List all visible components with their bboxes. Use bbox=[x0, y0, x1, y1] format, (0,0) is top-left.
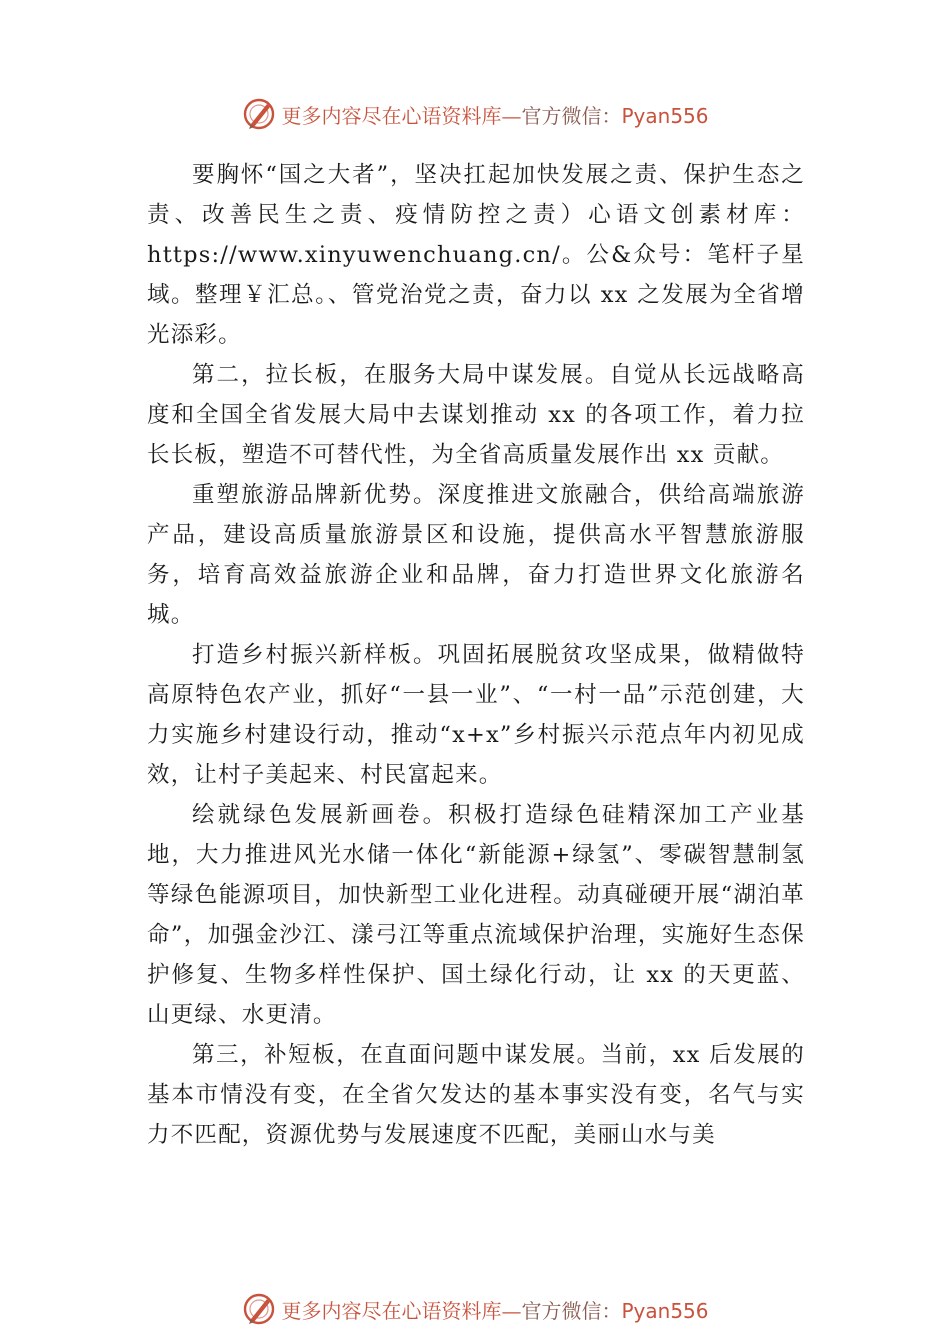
header-banner bbox=[0, 94, 950, 134]
pen-circle-logo-icon bbox=[241, 96, 277, 132]
footer-banner bbox=[0, 1289, 950, 1329]
wechat-label: 官方微信： bbox=[521, 103, 622, 128]
paragraph: 第三，补短板，在直面问题中谋发展。当前，xx 后发展的基本市情没有变，在全省欠发达的基本事实没有变，名气与实力不匹配，资源优势与发展速度不匹配，美丽山水与美 bbox=[147, 1042, 805, 1148]
document-body bbox=[147, 155, 805, 1155]
paragraph: 重塑旅游品牌新优势。深度推进文旅融合，供给高端旅游产品，建设高质量旅游景区和设施，提供高水平智慧旅游服务，培育高效益旅游企业和品牌，奋力打造世界文化旅游名城。 bbox=[147, 482, 805, 628]
wechat-label: 官方微信： bbox=[521, 1298, 622, 1323]
wechat-id: Pyan556 bbox=[621, 103, 709, 128]
banner-dash: — bbox=[501, 103, 522, 128]
paragraph: 打造乡村振兴新样板。巩固拓展脱贫攻坚成果，做精做特高原特色农产业，抓好“一县一业”、“一村一品”示范创建，大力实施乡村建设行动，推动“x+x”乡村振兴示范点年内初见成效，让村子美起来、村民富起来。 bbox=[147, 642, 805, 788]
pen-circle-logo-icon bbox=[241, 1291, 277, 1327]
paragraph: 第二，拉长板，在服务大局中谋发展。自觉从长远战略高度和全国全省发展大局中去谋划推动 xx 的各项工作，着力拉长长板，塑造不可替代性，为全省高质量发展作出 xx 贡献。 bbox=[147, 362, 805, 468]
banner-dash: — bbox=[501, 1298, 522, 1323]
library-text: 更多内容尽在心语资料库 bbox=[281, 1298, 502, 1323]
paragraph: 绘就绿色发展新画卷。积极打造绿色硅精深加工产业基地，大力推进风光水储一体化“新能源+绿氢”、零碳智慧制氢等绿色能源项目，加快新型工业化进程。动真碰硬开展“湖泊革命”，加强金沙江、漾弓江等重点流域保护治理，实施好生态保护修复、生物多样性保护、国土绿化行动，让 xx 的天更蓝、山更绿、水更清。 bbox=[147, 802, 805, 1028]
wechat-id: Pyan556 bbox=[621, 1298, 709, 1323]
paragraph: 要胸怀“国之大者”，坚决扛起加快发展之责、保护生态之责、改善民生之责、疫情防控之责）心语文创素材库：https://www.xinyuwenchuang.cn/。公&众号：笔杆子星域。整理￥汇总。、管党治党之责，奋力以 xx 之发展为全省增光添彩。 bbox=[147, 162, 805, 348]
library-text: 更多内容尽在心语资料库 bbox=[281, 103, 502, 128]
